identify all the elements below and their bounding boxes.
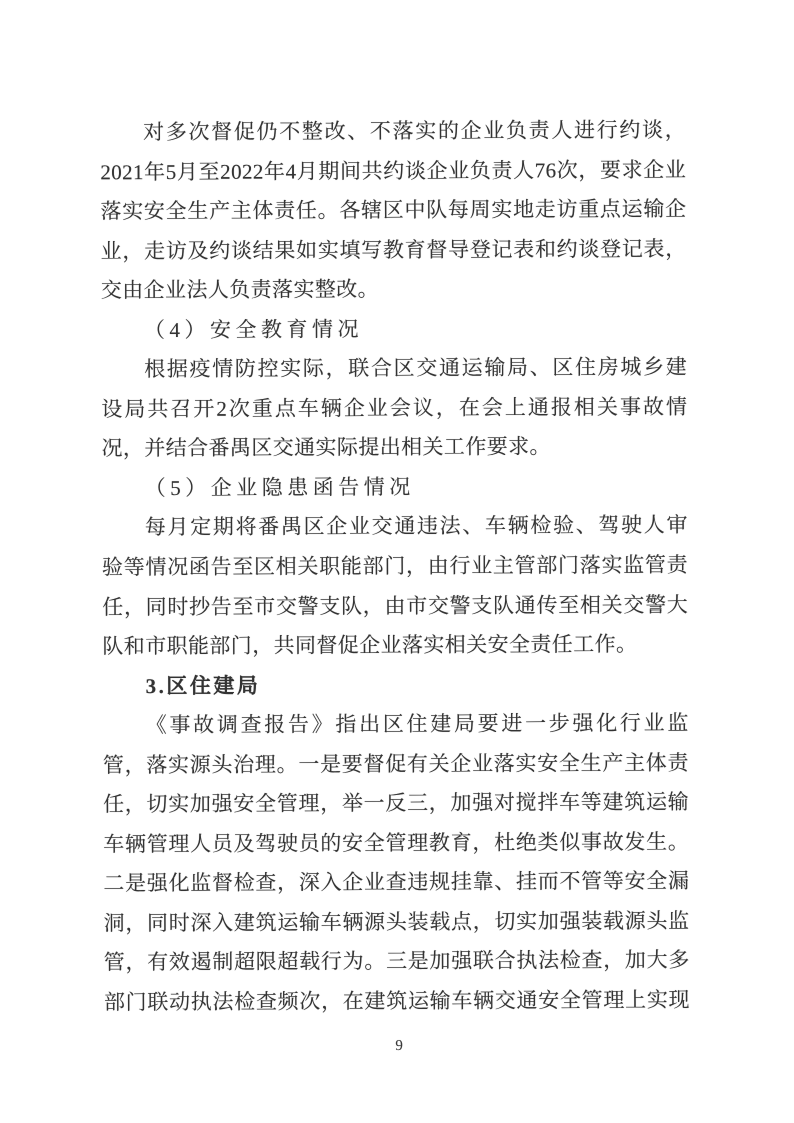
body-text-line: 管，落实源头治理。一是要督促有关企业落实安全生产主体责 bbox=[102, 750, 689, 778]
body-text-line: 验等情况函告至区相关职能部门，由行业主管部门落实监管责 bbox=[101, 552, 689, 580]
body-text-line: 二是强化监督检查，深入企业查违规挂靠、挂而不管等安全漏 bbox=[103, 869, 690, 896]
body-text-line: 落实安全生产主体责任。各辖区中队每周实地走访重点运输企 bbox=[100, 196, 687, 224]
body-text-line: 洞，同时深入建筑运输车辆源头装载点，切实加强装载源头监 bbox=[103, 908, 690, 936]
page-number: 9 bbox=[395, 1037, 403, 1055]
body-text-line: 部门联动执法检查频次，在建筑运输车辆交通安全管理上实现 bbox=[103, 987, 690, 1015]
subsection-heading-hazard-notification: （5）企业隐患函告情况 bbox=[144, 474, 415, 501]
body-text-line: 交由企业法人负责落实整改。 bbox=[100, 277, 380, 303]
subsection-heading-safety-education: （4）安全教育情况 bbox=[143, 316, 364, 342]
section-heading-district-housing-bureau: 3.区住建局 bbox=[145, 673, 261, 698]
body-text-line: 对多次督促仍不整改、不落实的企业负责人进行约谈， bbox=[143, 117, 687, 145]
body-text-line: 每月定期将番禺区企业交通违法、车辆检验、驾驶人审 bbox=[144, 513, 688, 540]
body-text-line: 设局共召开2次重点车辆企业会议，在会上通报相关事故情 bbox=[101, 394, 688, 422]
body-text-line: 车辆管理人员及驾驶员的安全管理教育，杜绝类似事故发生。 bbox=[103, 829, 690, 857]
text-block bbox=[100, 111, 690, 1023]
body-text-line: 根据疫情防控实际，联合区交通运输局、区住房城乡建 bbox=[144, 355, 688, 382]
body-text-line: 业，走访及约谈结果如实填写教育督导登记表和约谈登记表， bbox=[100, 236, 687, 263]
body-text-line: 任，同时抄告至市交警支队，由市交警支队通传至相关交警大 bbox=[102, 592, 689, 619]
body-text-line: 2021年5月至2022年4月期间共约谈企业负责人76次，要求企业 bbox=[100, 157, 687, 184]
body-text-line: 任，切实加强安全管理，举一反三，加强对搅拌车等建筑运输 bbox=[103, 790, 690, 817]
body-text-line: 管，有效遏制超限超载行为。三是加强联合执法检查，加大多 bbox=[103, 948, 690, 975]
body-text-line: 况，并结合番禺区交通实际提出相关工作要求。 bbox=[101, 434, 551, 461]
body-text-line: 《事故调查报告》指出区住建局要进一步强化行业监 bbox=[145, 710, 689, 738]
body-text-line: 队和市职能部门，共同督促企业落实相关安全责任工作。 bbox=[102, 632, 638, 659]
